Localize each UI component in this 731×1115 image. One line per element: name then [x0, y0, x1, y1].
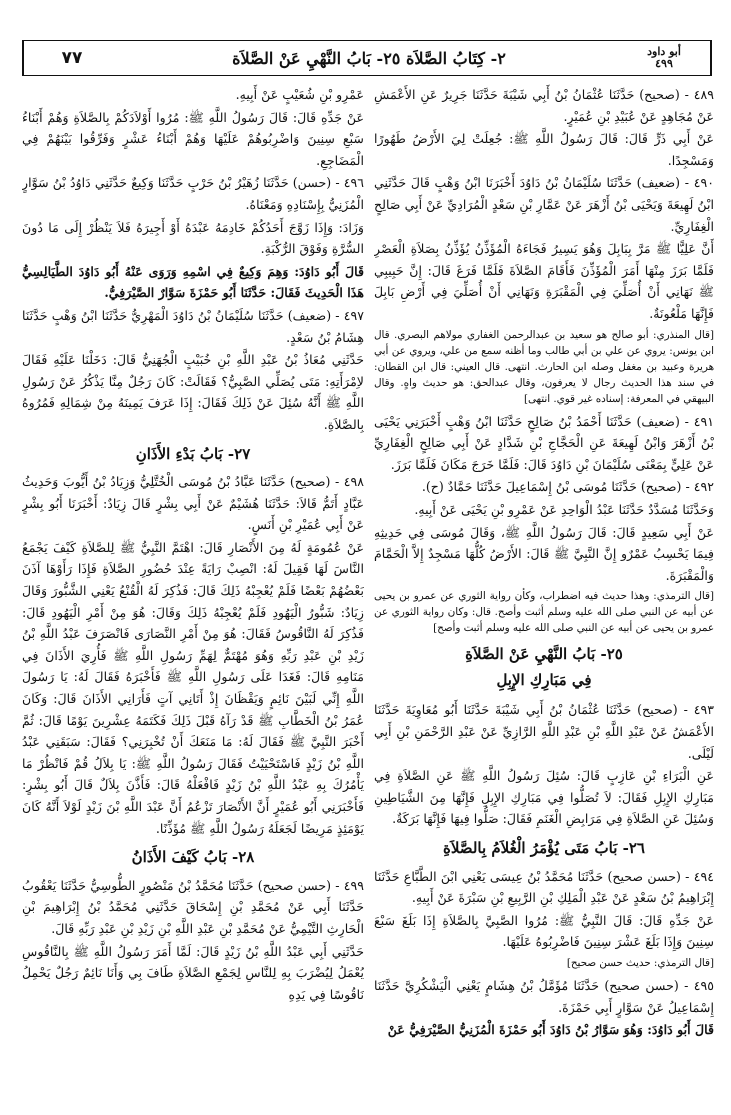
running-title: ٢- كِتَابُ الصَّلاَة ٢٥- بَابُ النَّهْيِ عَنْ الصَّلاَة: [232, 48, 506, 68]
footnote-tirmidhi: [قال الترمذي: وهذا حديث فيه اضطراب، وكأن رواية الثوري عن عمرو بن يحيى عن أبيه عن النبي صلى الله عليه وسلم أثبت وأصح. قال: وكان رواية الثوري عن عمرو بن يحيى عن أبيه عن النبي صلى الله عليه وسلم أثبت وأصح]: [374, 590, 714, 635]
chapter-27-heading: ٢٧- بَابُ بَدْءِ الأَذَانِ: [135, 444, 251, 463]
chapter-26-heading: ٢٦- بَابُ مَتَى يُؤْمَرُ الْغُلاَمُ بِالصَّلاَةِ: [443, 839, 645, 858]
hadith-489: ٤٨٩ - (صحيح) حَدَّثَنَا عُثْمَانُ بْنُ أَبِي شَيْبَةَ حَدَّثَنَا جَرِيرٌ عَنِ الأَعْمَشِ عَنْ مُجَاهِدٍ عَنْ عُبَيْدِ بْنِ عُمَيْرٍ.: [374, 87, 714, 124]
hadith-491: ٤٩١ - (ضعيف) حَدَّثَنَا أَحْمَدُ بْنُ صَالِحٍ حَدَّثَنَا ابْنُ وَهْبٍ أَخْبَرَنِي يَحْيَى بْنُ أَزْهَرَ وَابْنُ لَهِيعَةَ عَنِ الْحَجَّاجِ بْنِ شَدَّادٍ عَنْ أَبِي صَالِحٍ الْغِفَارِيِّ عَنْ عَلِيٍّ بِمَعْنَى سُلَيْمَانَ بْنِ دَاوُدَ قَالَ: فَلَمَّا خَرَجَ مَكَانَ فَلَمَّا بَرَزَ.: [374, 413, 714, 472]
hadith-493: ٤٩٣ - (صحيح) حَدَّثَنَا عُثْمَانُ بْنُ أَبِي شَيْبَةَ حَدَّثَنَا أَبُو مُعَاوِيَةَ حَدَّثَنَا الأَعْمَشُ عَنْ عَبْدِ اللَّهِ بْنِ عَبْدِ اللَّهِ الرَّازِيِّ عَنْ عَبْدِ الرَّحْمَنِ بْنِ أَبِي لَيْلَى.: [374, 702, 714, 761]
book-reference: [618, 41, 711, 75]
hadith-496-addition: وَزَادَ: وَإِذَا زَوَّجَ أَحَدُكُمْ خَادِمَهُ عَبْدَهُ أَوْ أَجِيرَهُ فَلاَ يَنْظُرْ إِلَى مَا دُونَ السُّرَّةِ وَفَوْقَ الرُّكْبَةِ.: [22, 219, 364, 257]
hadith-492-matn: عَنْ أَبِي سَعِيدٍ قَالَ: قَالَ رَسُولُ اللَّهِ ﷺ، وَقَالَ مُوسَى فِي حَدِيثِهِ فِيمَا يَحْسِبُ عَمْرٌو إِنَّ النَّبِيَّ ﷺ قَالَ: الأَرْضُ كُلُّهَا مَسْجِدٌ إِلاَّ الْحَمَّامَ وَالْمَقْبَرَةَ.: [374, 524, 714, 583]
page-number: ٧٧: [23, 41, 120, 75]
chapter-28-heading: ٢٨- بَابُ كَيْفَ الأَذَانُ: [131, 848, 255, 867]
book-number: ٤٩٩: [655, 57, 673, 70]
hadith-492: ٤٩٢ - (صحيح) حَدَّثَنَا مُوسَى بْنُ إِسْمَاعِيلَ حَدَّثَنَا حَمَّادٌ (ح).: [421, 479, 714, 495]
hadith-499-matn: حَدَّثَنِي أَبِي عَبْدُ اللَّهِ بْنُ زَيْدٍ قَالَ: لَمَّا أَمَرَ رَسُولُ اللَّهِ ﷺ بِالنَّاقُوسِ يُعْمَلُ لِيُضْرَبَ بِهِ لِلنَّاسِ لِجَمْعِ الصَّلاَةِ طَافَ بِي وَأَنَا نَائِمٌ رَجُلٌ يَحْمِلُ نَاقُوسًا فِي يَدِهِ: [22, 943, 364, 1002]
hadith-494: ٤٩٤ - (حسن صحيح) حَدَّثَنَا مُحَمَّدُ بْنُ عِيسَى يَعْنِي ابْنَ الطَّبَّاعِ حَدَّثَنَا إِبْرَاهِيمُ بْنُ سَعْدٍ عَنْ عَبْدِ الْمَلِكِ بْنِ الرَّبِيعِ بْنِ سَبْرَةَ عَنْ أَبِيهِ.: [374, 868, 714, 906]
hadith-493-matn: عَنِ الْبَرَاءِ بْنِ عَازِبٍ قَالَ: سُئِلَ رَسُولُ اللَّهِ ﷺ عَنِ الصَّلاَةِ فِي مَبَارِكِ الإِبِلِ فَقَالَ: لاَ تُصَلُّوا فِي مَبَارِكِ الإِبِلِ فَإِنَّهَا مِنَ الشَّيَاطِينِ وَسُئِلَ عَنِ الصَّلاَةِ فِي مَرَابِضِ الْغَنَمِ فَقَالَ: صَلُّوا فِيهَا فَإِنَّهَا بَرَكَةٌ.: [374, 768, 714, 827]
hadith-498: ٤٩٨ - (صحيح) حَدَّثَنَا عَبَّادُ بْنُ مُوسَى الْخُتَّلِيُّ وَزِيَادُ بْنُ أَيُّوبَ وَحَدِيثُ عَبَّادٍ أَتَمُّ قَالاَ: حَدَّثَنَا هُشَيْمٌ عَنْ أَبِي بِشْرٍ قَالَ زِيَادٌ: أَخْبَرَنَا أَبُو بِشْرٍ عَنْ أَبِي عُمَيْرِ بْنِ أَنَسٍ.: [22, 474, 364, 533]
footnote-mundhiri: [قال المنذري: أبو صالح هو سعيد بن عبدالرحمن الغفاري مولاهم البصري. قال ابن يونس: يروي عن علي بن أبي طالب وما أظنه سمع من علي، ويروي عن أبي هريرة وعبيد بن مغفل وصله ابن الحارث. انتهى. قال العيني: قال ابن القطان: في سند هذا الحديث رجال لا يعرفون، وقال عبدالحق: هو حديث واهٍ. وقال البيهقي في المعرفة: إسناده غير قوي. انتهى]: [374, 328, 714, 405]
hadith-499: ٤٩٩ - (حسن صحيح) حَدَّثَنَا مُحَمَّدُ بْنُ مَنْصُورٍ الطُّوسِيُّ حَدَّثَنَا يَعْقُوبُ حَدَّثَنَا أَبِي عَنْ مُحَمَّدِ بْنِ إِسْحَاقَ حَدَّثَنِي مُحَمَّدُ بْنُ إِبْرَاهِيمَ بْنِ الْحَارِثِ التَّيْمِيُّ عَنْ مُحَمَّدِ بْنِ عَبْدِ اللَّهِ بْنِ زَيْدِ بْنِ عَبْدِ رَبِّهِ قَالَ.: [22, 877, 364, 936]
hadith-497-matn: حَدَّثَنِي مُعَاذُ بْنُ عَبْدِ اللَّهِ بْنِ خُبَيْبٍ الْجُهَنِيُّ قَالَ: دَخَلْنَا عَلَيْهِ فَقَالَ لاِمْرَأَتِهِ: مَتَى يُصَلِّي الصَّبِيُّ؟ فَقَالَتْ: كَانَ رَجُلٌ مِنَّا يَذْكُرُ عَنْ رَسُولِ اللَّهِ ﷺ أَنَّهُ سُئِلَ عَنْ ذَلِكَ فَقَالَ: إِذَا عَرَفَ يَمِينَهُ مِنْ شِمَالِهِ فَمُرُوهُ بِالصَّلاَةِ.: [22, 352, 364, 432]
hadith-495-matn: عَنْ جَدِّهِ قَالَ: قَالَ رَسُولُ اللَّهِ ﷺ: مُرُوا أَوْلاَدَكُمْ بِالصَّلاَةِ وَهُمْ أَبْنَاءُ سَبْعِ سِنِينَ وَاضْرِبُوهُمْ عَلَيْهَا وَهُمْ أَبْنَاءُ عَشْرٍ وَفَرِّقُوا بَيْنَهُمْ فِي الْمَضَاجِعِ.: [22, 109, 364, 168]
footnote-hasan-sahih: [قال الترمذي: حديث حسن صحيح]: [566, 957, 714, 969]
abu-dawud-remark-2: قَالَ أَبُو دَاوُدَ: وَهِمَ وَكِيعٌ فِي اسْمِهِ وَرَوَى عَنْهُ أَبُو دَاوُدَ الطَّيَالِسِيُّ هَذَا الْحَدِيثَ فَقَالَ: حَدَّثَنَا أَبُو حَمْزَةَ سَوَّارٌ الصَّيْرَفِيُّ.: [22, 263, 364, 301]
hadith-494-matn: عَنْ جَدِّهِ قَالَ: قَالَ النَّبِيُّ ﷺ: مُرُوا الصَّبِيَّ بِالصَّلاَةِ إِذَا بَلَغَ سَبْعَ سِنِينَ وَإِذَا بَلَغَ عَشْرَ سِنِينَ فَاضْرِبُوهُ عَلَيْهَا.: [374, 912, 714, 950]
hadith-492-isnad: وَحَدَّثَنَا مُسَدَّدٌ حَدَّثَنَا عَبْدُ الْوَاحِدِ عَنْ عَمْرِو بْنِ يَحْيَى عَنْ أَبِيهِ.: [414, 501, 714, 517]
hadith-489-matn: عَنْ أَبِي ذَرٍّ قَالَ: قَالَ رَسُولُ اللَّهِ ﷺ: جُعِلَتْ لِيَ الأَرْضُ طَهُورًا وَمَسْجِدًا.: [374, 131, 714, 168]
left-column: [22, 84, 364, 1094]
book-name: أبو داود: [647, 45, 681, 58]
hadith-495: ٤٩٥ - (حسن صحيح) حَدَّثَنَا مُؤَمَّلُ بْنُ هِشَامٍ يَعْنِي الْيَشْكُرِيَّ حَدَّثَنَا إِسْمَاعِيلُ عَنْ سَوَّارٍ أَبِي حَمْزَةَ.: [374, 978, 714, 1015]
hadith-497: ٤٩٧ - (ضعيف) حَدَّثَنَا سُلَيْمَانُ بْنُ دَاوُدَ الْمَهْرِيُّ حَدَّثَنَا ابْنُ وَهْبٍ حَدَّثَنَا هِشَامُ بْنُ سَعْدٍ.: [22, 307, 364, 345]
hadith-496: ٤٩٦ - (حسن) حَدَّثَنَا زُهَيْرُ بْنُ حَرْبٍ حَدَّثَنَا وَكِيعٌ حَدَّثَنِي دَاوُدُ بْنُ سَوَّارٍ الْمُزَنِيُّ بِإِسْنَادِهِ وَمَعْنَاهُ.: [22, 175, 364, 212]
hadith-490-matn: أَنَّ عَلِيًّا ﷺ مَرَّ بِبَابِلَ وَهُوَ يَسِيرُ فَجَاءَهُ الْمُؤَذِّنُ يُؤَذِّنُ بِصَلاَةِ الْعَصْرِ فَلَمَّا بَرَزَ مِنْهَا أَمَرَ الْمُؤَذِّنَ فَأَقَامَ الصَّلاَةَ فَلَمَّا فَرَغَ قَالَ: إِنَّ حَبِيبِي ﷺ نَهَانِي أَنْ أُصَلِّيَ فِي الْمَقْبَرَةِ وَنَهَانِي أَنْ أُصَلِّيَ فِي أَرْضِ بَابِلَ فَإِنَّهَا مَلْعُونَةٌ.: [374, 241, 714, 321]
hadith-490: ٤٩٠ - (ضعيف) حَدَّثَنَا سُلَيْمَانُ بْنُ دَاوُدَ أَخْبَرَنَا ابْنُ وَهْبٍ قَالَ حَدَّثَنِي ابْنُ لَهِيعَةَ وَيَحْيَى بْنُ أَزْهَرَ عَنْ عَمَّارِ بْنِ سَعْدٍ الْمُرَادِيِّ عَنْ أَبِي صَالِحٍ الْغِفَارِيِّ.: [374, 175, 714, 234]
abu-dawud-remark: قَالَ أَبُو دَاوُدَ: وَهُوَ سَوَّارُ بْنُ دَاوُدَ أَبُو حَمْزَةَ الْمُزَنِيُّ الصَّيْرَفِيُّ عَنْ: [387, 1022, 714, 1038]
continuation-text: عَمْرِو بْنِ شُعَيْبٍ عَنْ أَبِيهِ.: [235, 87, 364, 102]
chapter-25-heading: ٢٥- بَابُ النَّهْيِ عَنْ الصَّلاَةِ: [465, 645, 623, 664]
hadith-498-matn: عَنْ عُمُومَةٍ لَهُ مِنَ الأَنْصَارِ قَالَ: اهْتَمَّ النَّبِيُّ ﷺ لِلصَّلاَةِ كَيْفَ يَجْمَعُ النَّاسَ لَهَا فَقِيلَ لَهُ: انْصِبْ رَايَةً عِنْدَ حُضُورِ الصَّلاَةِ فَإِذَا رَأَوْهَا آذَنَ بَعْضُهُمْ بَعْضًا فَلَمْ يُعْجِبْهُ ذَلِكَ قَالَ: فَذُكِرَ لَهُ الْقُنْعُ يَعْنِي الشَّبُّورَ وَقَالَ زِيَادٌ: شَبُّورُ الْيَهُودِ فَلَمْ يُعْجِبْهُ ذَلِكَ وَقَالَ: هُوَ مِنْ أَمْرِ الْيَهُودِ قَالَ: فَذُكِرَ لَهُ النَّاقُوسُ فَقَالَ: هُوَ مِنْ أَمْرِ النَّصَارَى فَانْصَرَفَ عَبْدُ اللَّهِ بْنُ زَيْدِ بْنِ عَبْدِ رَبِّهِ وَهُوَ مُهْتَمٌّ لِهَمِّ رَسُولِ اللَّهِ ﷺ فَأُرِيَ الأَذَانَ فِي مَنَامِهِ قَالَ: فَغَدَا عَلَى رَسُولِ اللَّهِ ﷺ فَأَخْبَرَهُ فَقَالَ لَهُ: يَا رَسُولَ اللَّهِ إِنِّي لَبَيْنَ نَائِمٍ وَيَقْظَانَ إِذْ أَتَانِي آتٍ فَأَرَانِي الأَذَانَ قَالَ: وَكَانَ عُمَرُ بْنُ الْخَطَّابِ ﷺ قَدْ رَآهُ قَبْلَ ذَلِكَ فَكَتَمَهُ عِشْرِينَ يَوْمًا قَالَ: ثُمَّ أَخْبَرَ النَّبِيَّ ﷺ فَقَالَ لَهُ: مَا مَنَعَكَ أَنْ تُخْبِرَنِي؟ فَقَالَ: سَبَقَنِي عَبْدُ اللَّهِ بْنُ زَيْدٍ فَاسْتَحْيَيْتُ فَقَالَ رَسُولُ اللَّهِ ﷺ: يَا بِلاَلُ قُمْ فَانْظُرْ مَا يَأْمُرُكَ بِهِ عَبْدُ اللَّهِ بْنُ زَيْدٍ فَافْعَلْهُ قَالَ: فَأَذَّنَ بِلاَلٌ قَالَ أَبُو بِشْرٍ: فَأَخْبَرَنِي أَبُو عُمَيْرٍ أَنَّ الأَنْصَارَ تَزْعُمُ أَنَّ عَبْدَ اللَّهِ بْنَ زَيْدٍ لَوْلاَ أَنَّهُ كَانَ يَوْمَئِذٍ مَرِيضًا لَجَعَلَهُ رَسُولُ اللَّهِ ﷺ مُؤَذِّنًا.: [22, 539, 364, 836]
page-header: [22, 40, 712, 76]
chapter-25-subheading: فِي مَبَارِكِ الإِبِلِ: [496, 670, 592, 689]
right-column: [374, 84, 714, 1094]
